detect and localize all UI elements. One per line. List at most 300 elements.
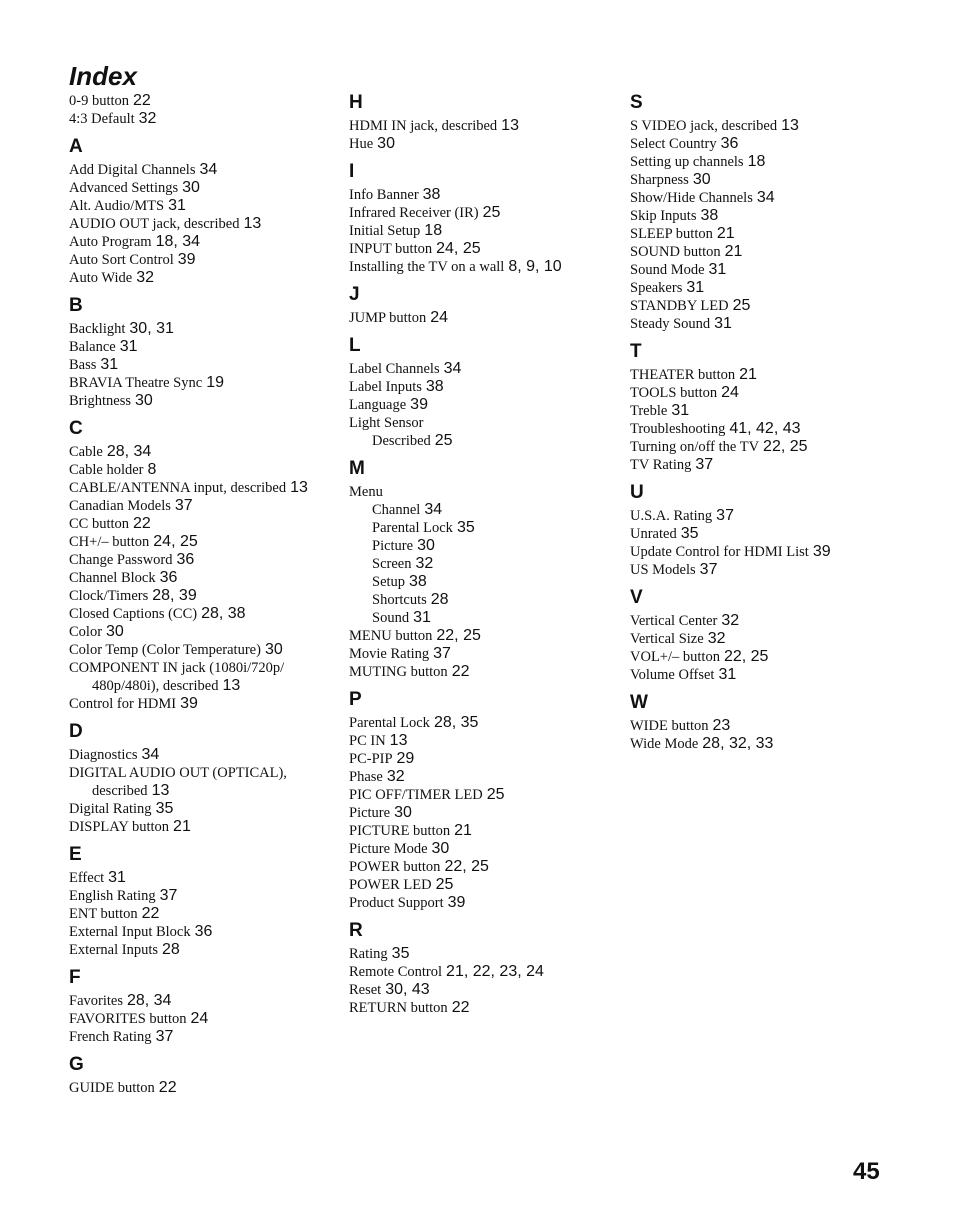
entry-page-numbers: 34 <box>424 501 443 518</box>
index-entry <box>69 110 339 128</box>
index-entry <box>349 186 619 204</box>
index-entry <box>349 876 619 894</box>
entry-page-numbers: 28, 38 <box>201 605 246 622</box>
page-number: 45 <box>853 1158 880 1185</box>
entry-term: Turning on/off the TV <box>630 439 760 455</box>
entry-page-numbers: 34 <box>756 189 775 206</box>
entry-page-numbers: 22, 25 <box>436 627 481 644</box>
entry-term: described <box>92 783 148 799</box>
index-entry <box>349 894 619 912</box>
index-entry <box>349 840 619 858</box>
entry-page-numbers: 36 <box>720 135 739 152</box>
index-entry <box>349 804 619 822</box>
entry-term: POWER LED <box>349 877 432 893</box>
index-subentry <box>349 591 619 609</box>
entry-term: AUDIO OUT jack, described <box>69 216 240 232</box>
index-entry <box>349 309 619 327</box>
entry-page-numbers: 30, 43 <box>385 981 430 998</box>
section-letter: V <box>630 587 643 608</box>
entry-page-numbers: 24, 25 <box>436 240 481 257</box>
entry-page-numbers: 31 <box>718 666 737 683</box>
section-letter: R <box>349 920 363 941</box>
entry-page-numbers: 30 <box>431 840 450 857</box>
index-entry <box>630 384 900 402</box>
index-entry <box>630 117 900 135</box>
index-entry <box>69 197 339 215</box>
index-entry <box>630 456 900 474</box>
entry-page-numbers: 37 <box>155 1028 174 1045</box>
entry-term: Add Digital Channels <box>69 162 196 178</box>
index-entry <box>69 443 339 461</box>
entry-term: Infrared Receiver (IR) <box>349 205 479 221</box>
index-entry <box>69 1028 339 1046</box>
entry-page-numbers: 13 <box>781 117 799 134</box>
entry-term: GUIDE button <box>69 1080 155 1096</box>
entry-page-numbers: 25 <box>434 432 453 449</box>
index-entry <box>69 356 339 374</box>
entry-term: Setup <box>372 574 406 590</box>
entry-page-numbers: 31 <box>671 402 690 419</box>
section-letter: D <box>69 721 83 742</box>
index-entry-continuation <box>69 782 339 800</box>
page-title: Index <box>69 61 137 91</box>
index-entry <box>69 515 339 533</box>
index-entry <box>630 135 900 153</box>
index-entry <box>349 963 619 981</box>
section-letter: U <box>630 482 644 503</box>
index-entry <box>69 605 339 623</box>
entry-term: FAVORITES button <box>69 1011 187 1027</box>
entry-term: Shortcuts <box>372 592 427 608</box>
entry-term: Screen <box>372 556 412 572</box>
entry-term: Balance <box>69 339 116 355</box>
index-subentry <box>349 573 619 591</box>
entry-page-numbers: 24 <box>721 384 739 401</box>
entry-term: Setting up channels <box>630 154 744 170</box>
index-entry <box>630 207 900 225</box>
index-entry <box>349 204 619 222</box>
entry-term: STANDBY LED <box>630 298 729 314</box>
index-entry <box>69 923 339 941</box>
entry-page-numbers: 30 <box>377 135 395 152</box>
entry-term: Phase <box>349 769 383 785</box>
entry-term: WIDE button <box>630 718 709 734</box>
index-entry <box>630 243 900 261</box>
entry-page-numbers: 22 <box>158 1079 177 1096</box>
index-subentry <box>349 501 619 519</box>
entry-page-numbers: 25 <box>732 297 751 314</box>
index-subentry <box>349 432 619 450</box>
entry-term: Sound <box>372 610 410 626</box>
index-entry <box>349 378 619 396</box>
entry-term: Movie Rating <box>349 646 430 662</box>
entry-page-numbers: 36 <box>176 551 195 568</box>
section-letter: S <box>630 92 643 113</box>
entry-term: External Inputs <box>69 942 158 958</box>
entry-term: PICTURE button <box>349 823 451 839</box>
index-entry <box>630 561 900 579</box>
index-entry <box>349 240 619 258</box>
entry-page-numbers: 24 <box>430 309 449 326</box>
entry-term: Troubleshooting <box>630 421 726 437</box>
entry-page-numbers: 36 <box>194 923 213 940</box>
entry-term: POWER button <box>349 859 441 875</box>
entry-term: Diagnostics <box>69 747 138 763</box>
index-entry <box>349 483 619 501</box>
index-entry <box>630 315 900 333</box>
entry-term: Favorites <box>69 993 123 1009</box>
entry-page-numbers: 32 <box>721 612 740 629</box>
index-entry <box>349 750 619 768</box>
index-entry <box>69 641 339 659</box>
index-entry <box>69 92 339 110</box>
index-entry <box>630 717 900 735</box>
entry-term: JUMP button <box>349 310 427 326</box>
entry-term: Vertical Center <box>630 613 718 629</box>
entry-term: Treble <box>630 403 668 419</box>
entry-page-numbers: 24 <box>190 1010 209 1027</box>
index-entry <box>630 171 900 189</box>
entry-term: Rating <box>349 946 388 962</box>
section-letter: C <box>69 418 83 439</box>
entry-term: Wide Mode <box>630 736 699 752</box>
entry-page-numbers: 31 <box>100 356 119 373</box>
entry-page-numbers: 13 <box>501 117 519 134</box>
entry-page-numbers: 31 <box>708 261 727 278</box>
entry-term: Color <box>69 624 103 640</box>
entry-term: Picture <box>372 538 414 554</box>
section-letter: L <box>349 335 361 356</box>
index-entry <box>69 887 339 905</box>
entry-term: Described <box>372 433 431 449</box>
entry-page-numbers: 38 <box>425 378 444 395</box>
entry-term: Alt. Audio/MTS <box>69 198 165 214</box>
entry-term: Digital Rating <box>69 801 152 817</box>
index-subentry <box>349 537 619 555</box>
index-entry <box>69 818 339 836</box>
entry-term: VOL+/– button <box>630 649 720 665</box>
entry-term: Auto Wide <box>69 270 133 286</box>
entry-term: External Input Block <box>69 924 191 940</box>
entry-term: Control for HDMI <box>69 696 177 712</box>
index-entry <box>630 153 900 171</box>
entry-term: MENU button <box>349 628 433 644</box>
index-entry <box>349 999 619 1017</box>
entry-term: Hue <box>349 136 374 152</box>
entry-term: Clock/Timers <box>69 588 149 604</box>
entry-page-numbers: 13 <box>222 677 241 694</box>
entry-page-numbers: 38 <box>700 207 719 224</box>
entry-term: US Models <box>630 562 696 578</box>
entry-page-numbers: 28, 34 <box>126 992 172 1009</box>
entry-term: DIGITAL AUDIO OUT (OPTICAL), <box>69 765 287 781</box>
entry-term: PC IN <box>349 733 386 749</box>
entry-term: RETURN button <box>349 1000 448 1016</box>
entry-term: Unrated <box>630 526 677 542</box>
index-entry <box>69 179 339 197</box>
index-entry <box>69 374 339 392</box>
entry-term: THEATER button <box>630 367 736 383</box>
entry-page-numbers: 30, 31 <box>129 320 174 337</box>
entry-term: Light Sensor <box>349 415 424 431</box>
entry-term: Initial Setup <box>349 223 421 239</box>
entry-term: Vertical Size <box>630 631 704 647</box>
entry-term: 0-9 button <box>69 93 130 109</box>
entry-page-numbers: 32 <box>136 269 154 286</box>
index-entry <box>349 663 619 681</box>
entry-page-numbers: 13 <box>151 782 170 799</box>
section-letter: B <box>69 295 83 316</box>
index-subentry <box>349 519 619 537</box>
entry-page-numbers: 28, 32, 33 <box>702 735 774 752</box>
entry-page-numbers: 8, 9, 10 <box>508 258 562 275</box>
index-entry <box>349 360 619 378</box>
index-entry <box>69 941 339 959</box>
entry-page-numbers: 22 <box>451 663 470 680</box>
entry-page-numbers: 32 <box>707 630 726 647</box>
index-entry <box>69 905 339 923</box>
entry-page-numbers: 28 <box>162 941 180 958</box>
entry-term: Speakers <box>630 280 683 296</box>
entry-page-numbers: 21 <box>739 366 757 383</box>
entry-page-numbers: 39 <box>177 251 196 268</box>
index-entry <box>69 992 339 1010</box>
index-entry <box>69 764 339 782</box>
entry-term: Select Country <box>630 136 717 152</box>
index-entry <box>349 627 619 645</box>
entry-page-numbers: 30 <box>264 641 283 658</box>
entry-page-numbers: 24, 25 <box>153 533 198 550</box>
index-entry <box>69 569 339 587</box>
index-entry <box>630 543 900 561</box>
section-letter: I <box>349 161 355 182</box>
index-entry <box>349 981 619 999</box>
index-entry <box>69 623 339 641</box>
entry-term: Sharpness <box>630 172 689 188</box>
index-entry <box>69 1079 339 1097</box>
index-entry <box>69 497 339 515</box>
index-entry <box>630 366 900 384</box>
entry-page-numbers: 21 <box>716 225 735 242</box>
entry-term: MUTING button <box>349 664 448 680</box>
entry-term: Auto Sort Control <box>69 252 174 268</box>
entry-term: Advanced Settings <box>69 180 179 196</box>
index-entry <box>69 533 339 551</box>
entry-page-numbers: 22 <box>133 515 151 532</box>
entry-page-numbers: 35 <box>391 945 410 962</box>
entry-term: English Rating <box>69 888 156 904</box>
entry-page-numbers: 37 <box>716 507 734 524</box>
index-entry <box>349 858 619 876</box>
section-letter: A <box>69 136 83 157</box>
index-entry <box>69 269 339 287</box>
index-entry <box>349 945 619 963</box>
entry-page-numbers: 13 <box>389 732 408 749</box>
entry-page-numbers: 30 <box>692 171 711 188</box>
index-entry <box>630 420 900 438</box>
entry-page-numbers: 37 <box>695 456 714 473</box>
entry-page-numbers: 22, 25 <box>444 858 489 875</box>
index-entry <box>69 392 339 410</box>
index-entry <box>69 320 339 338</box>
entry-term: HDMI IN jack, described <box>349 118 498 134</box>
entry-term: PC-PIP <box>349 751 393 767</box>
entry-term: COMPONENT IN jack (1080i/720p/ <box>69 660 285 676</box>
index-entry <box>69 587 339 605</box>
entry-term: ENT button <box>69 906 138 922</box>
index-entry <box>630 189 900 207</box>
section-letter: F <box>69 967 81 988</box>
entry-page-numbers: 39 <box>447 894 466 911</box>
entry-term: Channel <box>372 502 421 518</box>
index-column-1 <box>69 92 339 1097</box>
entry-page-numbers: 8 <box>147 461 157 478</box>
entry-page-numbers: 39 <box>812 543 831 560</box>
entry-term: DISPLAY button <box>69 819 170 835</box>
entry-page-numbers: 22, 25 <box>763 438 808 455</box>
entry-term: Auto Program <box>69 234 152 250</box>
section-letter: G <box>69 1054 84 1075</box>
section-letter: E <box>69 844 82 865</box>
entry-term: S VIDEO jack, described <box>630 118 778 134</box>
entry-page-numbers: 30 <box>394 804 412 821</box>
entry-page-numbers: 21 <box>724 243 743 260</box>
entry-term: Brightness <box>69 393 132 409</box>
entry-page-numbers: 28, 39 <box>152 587 197 604</box>
index-entry <box>349 768 619 786</box>
entry-term: Channel Block <box>69 570 156 586</box>
section-letter: H <box>349 92 363 113</box>
entry-term: Label Channels <box>349 361 440 377</box>
entry-page-numbers: 22 <box>141 905 160 922</box>
entry-term: Parental Lock <box>349 715 430 731</box>
index-entry <box>630 225 900 243</box>
section-letter: W <box>630 692 648 713</box>
entry-term: Show/Hide Channels <box>630 190 753 206</box>
entry-page-numbers: 31 <box>714 315 732 332</box>
entry-page-numbers: 30 <box>106 623 124 640</box>
entry-page-numbers: 39 <box>410 396 428 413</box>
entry-term: Installing the TV on a wall <box>349 259 505 275</box>
entry-page-numbers: 37 <box>159 887 178 904</box>
entry-term: CABLE/ANTENNA input, described <box>69 480 287 496</box>
entry-page-numbers: 19 <box>206 374 224 391</box>
index-entry <box>630 261 900 279</box>
entry-term: Effect <box>69 870 105 886</box>
entry-term: TV Rating <box>630 457 692 473</box>
entry-term: CC button <box>69 516 130 532</box>
entry-term: Closed Captions (CC) <box>69 606 198 622</box>
entry-term: 480p/480i), described <box>92 678 219 694</box>
index-entry <box>349 732 619 750</box>
index-entry <box>69 479 339 497</box>
index-entry <box>69 869 339 887</box>
section-letter: M <box>349 458 365 479</box>
entry-page-numbers: 30 <box>135 392 153 409</box>
index-entry <box>69 800 339 818</box>
section-letter: P <box>349 689 362 710</box>
entry-term: Picture <box>349 805 391 821</box>
index-entry <box>349 258 619 276</box>
entry-term: Bass <box>69 357 97 373</box>
entry-page-numbers: 34 <box>199 161 218 178</box>
entry-term: Menu <box>349 484 383 500</box>
index-entry <box>630 666 900 684</box>
entry-page-numbers: 13 <box>290 479 308 496</box>
entry-page-numbers: 25 <box>435 876 454 893</box>
index-column-2 <box>349 92 619 1017</box>
entry-page-numbers: 37 <box>174 497 193 514</box>
entry-page-numbers: 31 <box>686 279 705 296</box>
index-entry <box>349 396 619 414</box>
entry-page-numbers: 18 <box>747 153 766 170</box>
entry-page-numbers: 36 <box>159 569 178 586</box>
entry-page-numbers: 22 <box>133 92 151 109</box>
index-entry <box>69 251 339 269</box>
index-entry <box>349 645 619 663</box>
index-entry <box>630 735 900 753</box>
entry-page-numbers: 37 <box>433 645 451 662</box>
entry-term: SOUND button <box>630 244 721 260</box>
entry-page-numbers: 32 <box>386 768 405 785</box>
entry-term: U.S.A. Rating <box>630 508 713 524</box>
entry-term: Reset <box>349 982 382 998</box>
index-entry <box>69 338 339 356</box>
index-entry-continuation <box>69 677 339 695</box>
entry-term: Sound Mode <box>630 262 705 278</box>
entry-page-numbers: 31 <box>119 338 138 355</box>
index-entry <box>630 612 900 630</box>
index-entry <box>69 1010 339 1028</box>
index-entry <box>349 117 619 135</box>
entry-term: Label Inputs <box>349 379 422 395</box>
entry-page-numbers: 22, 25 <box>723 648 769 665</box>
entry-page-numbers: 37 <box>699 561 718 578</box>
entry-page-numbers: 35 <box>155 800 174 817</box>
index-entry <box>349 822 619 840</box>
index-entry <box>69 551 339 569</box>
index-entry <box>69 233 339 251</box>
entry-page-numbers: 28 <box>430 591 449 608</box>
entry-page-numbers: 38 <box>422 186 441 203</box>
entry-page-numbers: 32 <box>138 110 157 127</box>
entry-term: Cable <box>69 444 103 460</box>
index-entry <box>69 215 339 233</box>
entry-page-numbers: 31 <box>168 197 186 214</box>
entry-page-numbers: 21 <box>173 818 191 835</box>
entry-term: PIC OFF/TIMER LED <box>349 787 483 803</box>
section-letter: J <box>349 284 360 305</box>
entry-page-numbers: 31 <box>108 869 126 886</box>
entry-term: Picture Mode <box>349 841 428 857</box>
index-entry <box>630 297 900 315</box>
entry-page-numbers: 25 <box>482 204 501 221</box>
index-entry <box>69 461 339 479</box>
entry-term: Volume Offset <box>630 667 715 683</box>
index-entry <box>349 714 619 732</box>
entry-page-numbers: 28, 34 <box>106 443 152 460</box>
index-entry <box>630 507 900 525</box>
entry-term: 4:3 Default <box>69 111 135 127</box>
entry-page-numbers: 25 <box>486 786 505 803</box>
entry-term: Parental Lock <box>372 520 453 536</box>
index-entry <box>69 746 339 764</box>
entry-page-numbers: 34 <box>443 360 462 377</box>
index-subentry <box>349 555 619 573</box>
entry-page-numbers: 22 <box>451 999 470 1016</box>
entry-term: Update Control for HDMI List <box>630 544 809 560</box>
index-entry <box>630 525 900 543</box>
